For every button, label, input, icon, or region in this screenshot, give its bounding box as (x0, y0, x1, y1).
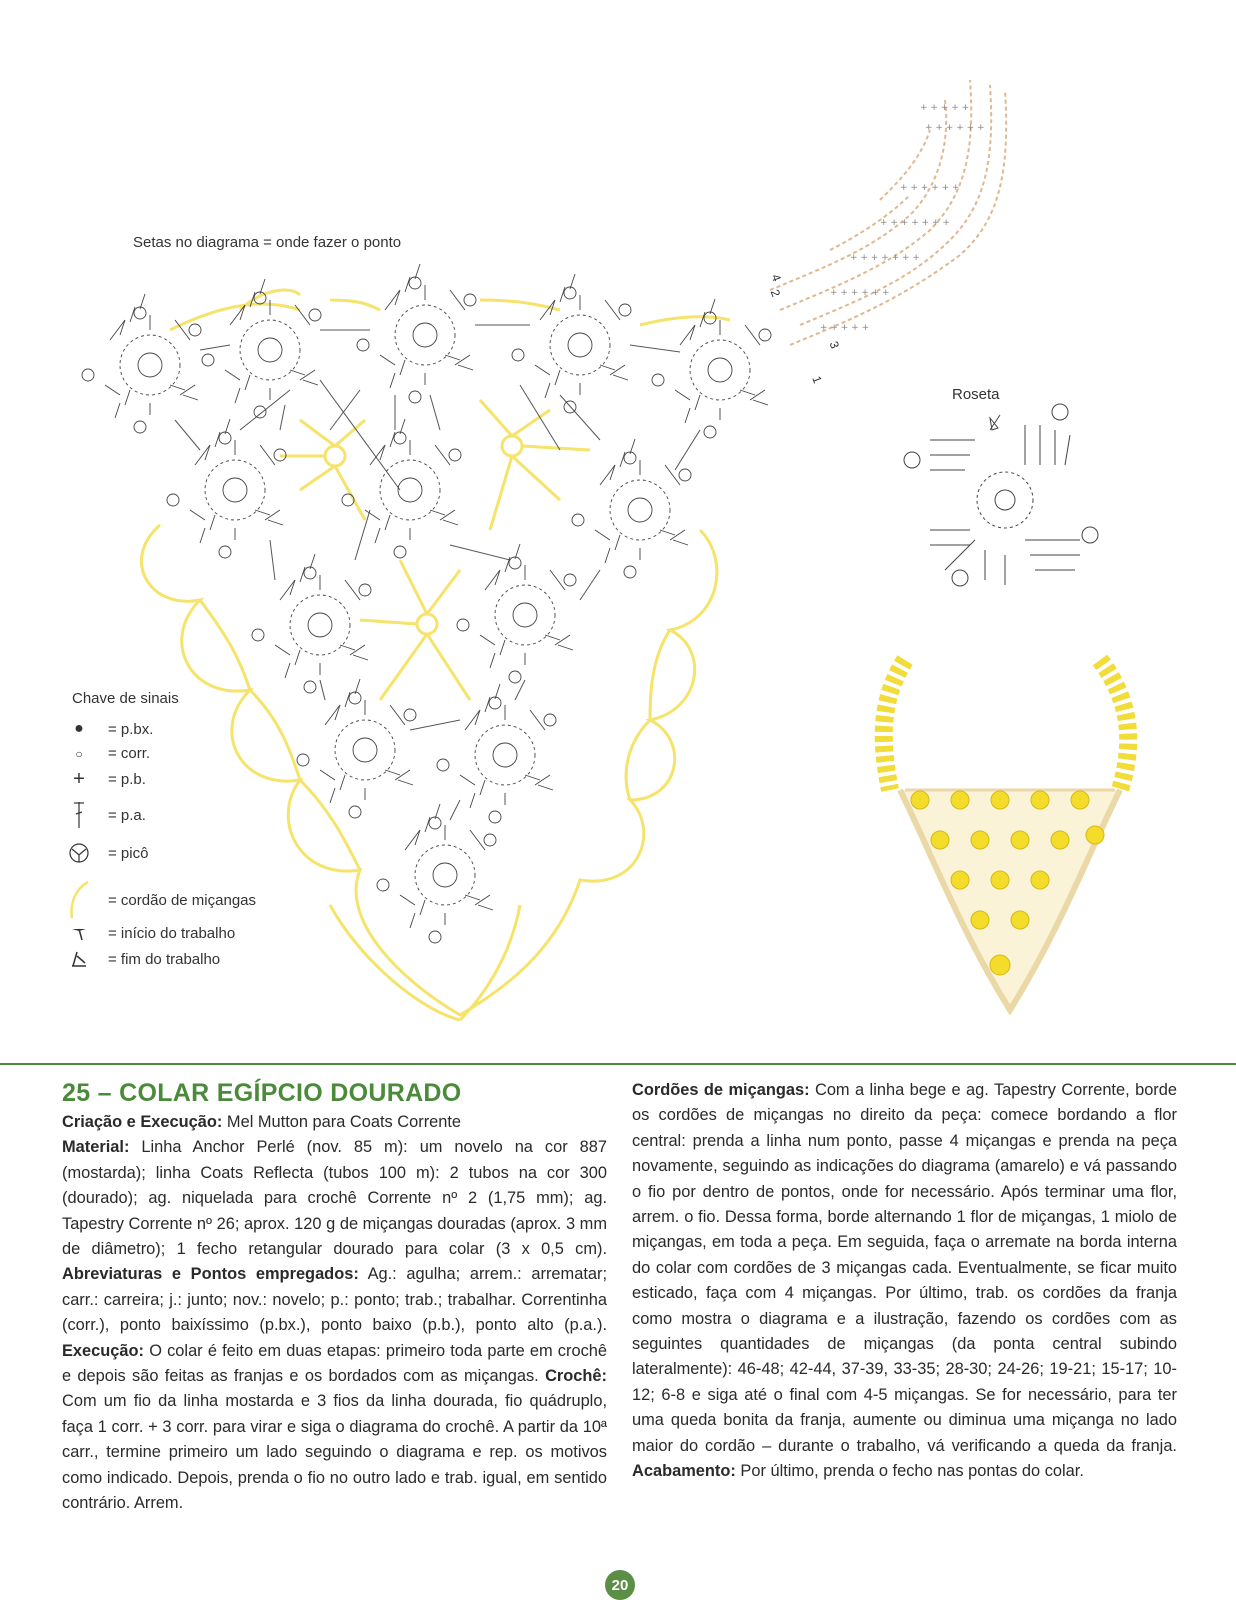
neckband-stitches (820, 103, 985, 333)
abbrev-text: Ag.: agulha; arrem.: arrematar; carr.: carreira; j.: junto; nov.: novelo; p.: ponto; trab.; trabalhar. Correntinha (corr.), ponto baixíssimo (p.bx.), ponto baixo (p.b.), ponto alto (p.a.). (62, 1265, 607, 1335)
svg-text:+ + + + +: + + + + + (920, 103, 970, 113)
svg-text:+ + + + + +: + + + + + + (900, 183, 960, 193)
motif (512, 274, 631, 413)
legend-item (62, 880, 256, 920)
legend-item (62, 925, 235, 942)
bead-cord-icon (62, 880, 96, 920)
necklace-illustration (884, 660, 1128, 1010)
legend-label: = p.bx. (108, 720, 154, 738)
legend-label: = corr. (108, 745, 151, 762)
row-number: 2 (767, 287, 784, 299)
motif (202, 279, 321, 418)
motif (457, 544, 576, 683)
credits-text: Mel Mutton para Coats Corrente (226, 1113, 462, 1131)
crochet-motifs (82, 264, 771, 943)
row-number: 3 (826, 339, 842, 351)
article-title: 25 – COLAR EGÍPCIO DOURADO (62, 1079, 462, 1107)
rosette-label: Roseta (952, 386, 1000, 403)
legend-label: = cordão de miçangas (108, 891, 257, 909)
row-number: 4 (768, 272, 785, 284)
legend-label: = p.b. (108, 771, 146, 788)
legend-item (62, 800, 146, 830)
svg-text:+ + + + + +: + + + + + + (925, 123, 985, 133)
motif (167, 419, 286, 558)
motif (572, 439, 691, 578)
croche-text: Com um fio da linha mostarda e 3 fios da linha dourada, fio quádruplo, faça 1 corr. + 3 corr. para virar e siga o diagrama do crochê. A partir da 10ª carr., termine primeiro um lado seguindo o diagrama e rep. os motivos como indicado. Depois, prenda o fio no outro lado e trab. igual, em sentido contrário. Arrem. (62, 1392, 607, 1513)
end-arrow-icon (62, 950, 96, 968)
legend-item (62, 842, 148, 864)
legend-label: = início do trabalho (108, 925, 236, 942)
page-number: 20 (605, 1570, 635, 1600)
picot-icon (62, 842, 96, 864)
double-crochet-icon (62, 800, 96, 830)
finish-text: Por último, prenda o fecho nas pontas do colar. (740, 1462, 1084, 1481)
abbrev-label: Abreviaturas e Pontos empregados: (62, 1265, 359, 1284)
legend-label: = picô (108, 844, 149, 862)
svg-text:+ + + + + + +: + + + + + + + (850, 253, 920, 263)
material-label: Material: (62, 1138, 130, 1157)
cords-text: Com a linha bege e ag. Tapestry Corrente, borde os cordões de miçangas no direito da peça: comece bordando a flor central: prenda a linha num ponto, passe 4 miçangas e prenda na peça novamente, seguindo as indicações do diagrama (amarelo) e vá passando o fio por dentro de pontos, onde for necessário. Após terminar uma flor, arrem. o fio. Dessa forma, borde alternando 1 flor de miçangas, 1 miolo de miçangas, em toda a peça. Em seguida, faça o arremate na borda interna do colar com cordões de 3 miçangas cada. Eventualmente, se ficar muito esticado, faça com 4 miçangas. Por último, trab. os cordões da franja como mostra o diagrama e a ilustração, fazendo os cordões com as seguintes quantidades de miçangas (da ponta central subindo lateralmente): 46-48; 42-44, 37-39, 33-35; 28-30; 24-26; 19-21; 15-17; 10-12; 6-8 e siga até o final com 4-5 miçangas. Se for necessário, para ter uma queda bonita da franja, aumente ou diminua uma miçanga no lado maior do cordão – durante o trabalho, vá verificando a queda da franja. (632, 1081, 1178, 1455)
motif (377, 804, 496, 943)
dot-icon: ● (74, 720, 84, 737)
exec-text: O colar é feito em duas etapas: primeiro toda parte em crochê e depois são feitas as franjas e os bordados com as miçangas. (62, 1341, 608, 1386)
article-left-column (62, 1078, 607, 1517)
neckband-diagram (767, 80, 1006, 345)
motif-connectors (175, 325, 700, 820)
legend-item (62, 720, 153, 738)
end-arrow-icon (990, 415, 1000, 430)
article-right-column (632, 1078, 1177, 1485)
svg-text:+ + + + + + +: + + + + + + + (880, 218, 950, 228)
section-divider (0, 1063, 1236, 1065)
exec-label: Execução: (62, 1341, 144, 1360)
row-number: 1 (809, 374, 825, 386)
svg-text:+ + + + +: + + + + + (820, 323, 870, 333)
credits-label: Criação e Execução: (62, 1113, 223, 1131)
plus-icon: + (73, 768, 85, 790)
motif (437, 684, 556, 823)
arrows-caption: Setas no diagrama = onde fazer o ponto (133, 234, 402, 251)
motif (82, 294, 201, 433)
motif (357, 264, 476, 403)
legend-item (62, 745, 150, 762)
material-text: Linha Anchor Perlé (nov. 85 m): um novelo na cor 887 (mostarda); linha Coats Reflecta (tubos 100 m): 2 tubos na cor 300 (dourado); ag. niquelada para crochê Corrente nº 2 (1,75 mm); ag. Tapestry Corrente nº 26; aprox. 120 g de miçangas douradas (aprox. 3 mm de diâmetro); 1 fecho retangular dourado para colar (3 x 0,5 cm). (62, 1138, 607, 1259)
svg-text:+ + + + + +: + + + + + + (830, 288, 890, 298)
legend-title: Chave de sinais (72, 690, 179, 707)
cords-label: Cordões de miçangas: (632, 1081, 810, 1099)
legend-label: = fim do trabalho (108, 950, 221, 968)
legend-item (62, 768, 146, 791)
legend-label: = p.a. (108, 806, 146, 824)
motif (252, 554, 371, 693)
legend-item (62, 950, 220, 968)
motif (342, 419, 461, 558)
rosette-diagram (904, 404, 1098, 586)
finish-label: Acabamento: (632, 1462, 736, 1481)
start-arrow-icon (62, 926, 96, 942)
croche-label: Crochê: (545, 1367, 607, 1386)
circle-icon: ○ (75, 746, 83, 761)
